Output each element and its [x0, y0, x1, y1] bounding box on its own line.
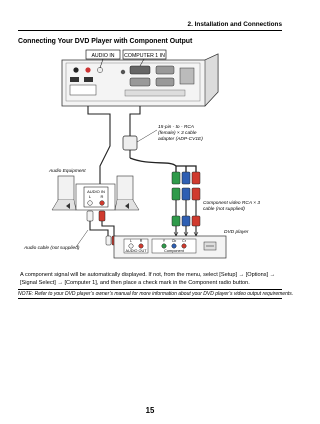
note-text: NOTE: Refer to your DVD player’s owner’s manual for more information about your DVD player’s video output requirements.	[18, 290, 294, 297]
dvd-y-label: Y	[162, 239, 166, 243]
adapter-label-line: adapter (ADP-CV1E)	[158, 137, 203, 142]
port-icon	[97, 67, 102, 72]
adapter-label-line: 15-pin - to - RCA	[158, 125, 194, 130]
dvd-left-label: L	[130, 239, 132, 243]
section-title: 2. Installation and Connections	[187, 21, 282, 28]
component-cable-label-line: Component video RCA × 3	[203, 201, 261, 206]
dvd-component-label: Component	[164, 249, 184, 253]
adapter-rca-connectors	[172, 172, 200, 184]
port-icon	[85, 67, 90, 72]
dvd-audio-out-label: AUDIO OUT	[125, 249, 147, 253]
audio-port-right	[100, 201, 105, 206]
projector	[62, 54, 218, 106]
speaker-audio-in-label: AUDIO IN	[87, 189, 105, 194]
component-cable-label-line: cable (not supplied)	[203, 207, 245, 212]
note-rule-bottom	[18, 298, 282, 299]
note-rule-top	[18, 289, 282, 290]
component-cable	[172, 188, 200, 236]
page-heading: Connecting Your DVD Player with Component Output	[18, 38, 193, 45]
adapter-label-line: (female) × 3 cable	[158, 131, 197, 136]
port-icon	[84, 77, 93, 82]
dvd-right-label: R	[139, 239, 143, 243]
speaker-right-label: R	[100, 194, 104, 199]
label-computer-1-in: COMPUTER 1 IN	[124, 53, 165, 59]
audio-equipment-label: Audio Equipment	[49, 169, 86, 174]
connection-diagram	[0, 48, 300, 270]
port-icon	[73, 67, 78, 72]
audio-port-left	[88, 201, 93, 206]
dvd-player-label: DVD player	[224, 230, 249, 235]
audio-cable	[87, 211, 117, 245]
port-icon	[70, 77, 79, 82]
speaker-left-label: L	[88, 194, 92, 199]
page-number: 15	[145, 406, 155, 415]
dvd-cb-label: Cb	[171, 239, 177, 243]
audio-cable-label: Audio cable (not supplied)	[24, 246, 80, 251]
header-rule	[18, 30, 282, 31]
body-paragraph: A component signal will be automatically displayed. If not, from the menu, select [Setup] → [Options] → [Signal Select] → [Computer 1], and then place a check mark in the Component radio button.	[20, 272, 276, 286]
label-audio-in: AUDIO IN	[91, 53, 115, 59]
vga-port	[130, 66, 150, 74]
dvd-cr-label: Cr	[182, 239, 186, 243]
